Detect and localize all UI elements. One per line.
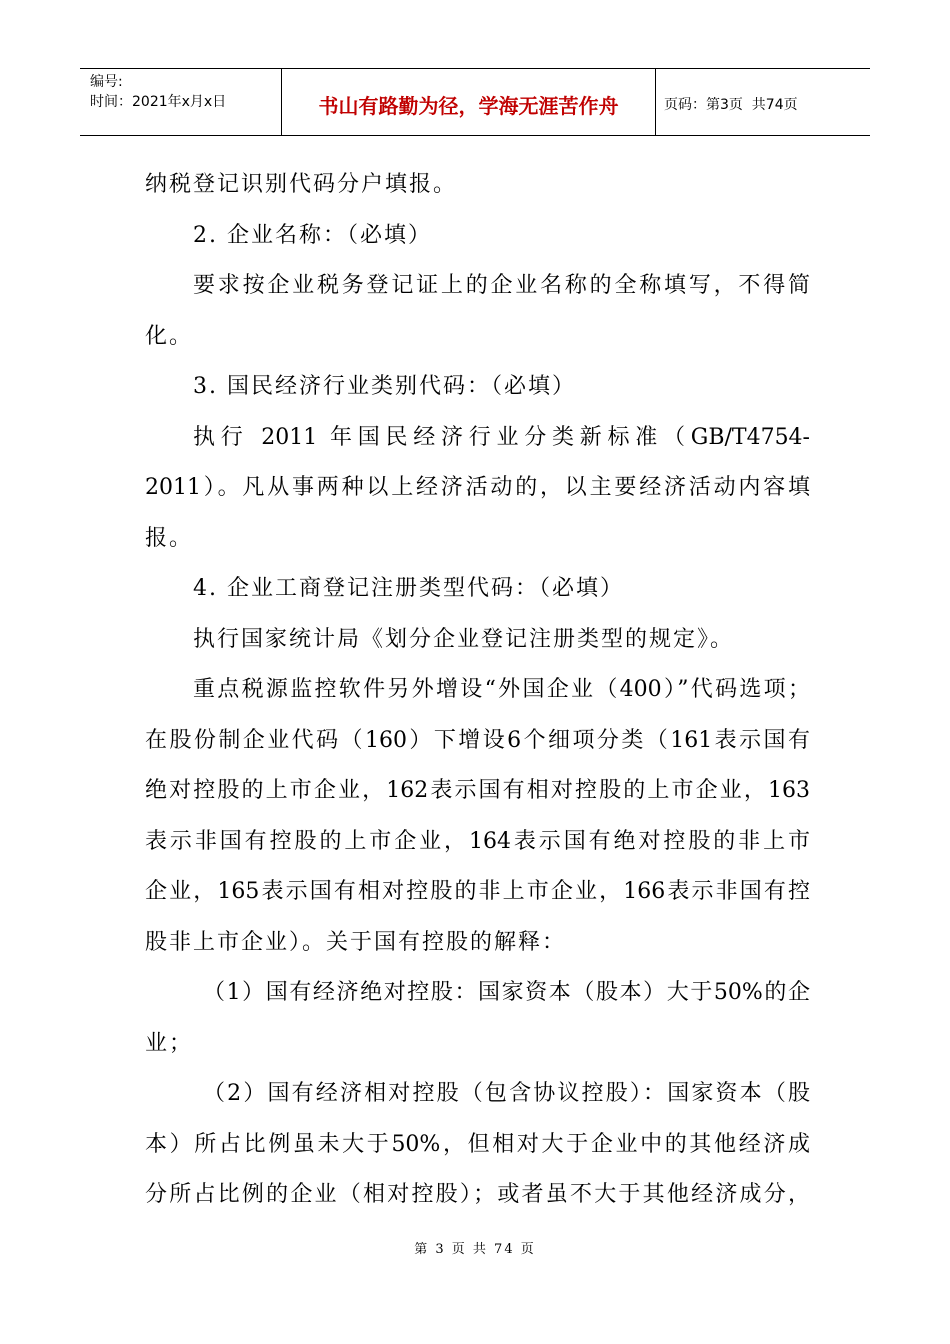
header-page-info: 页码：第3页 共74页 bbox=[664, 97, 798, 113]
header-meta bbox=[80, 69, 282, 135]
body-line: 业； bbox=[145, 1030, 194, 1056]
page-header bbox=[80, 68, 870, 136]
document-body bbox=[145, 160, 810, 1221]
body-line: 重点税源监控软件另外增设“外国企业（400）”代码选项； bbox=[193, 677, 810, 702]
body-line: 分所占比例的企业（相对控股）；或者虽不大于其他经济成分， bbox=[145, 1182, 810, 1207]
body-line: 化。 bbox=[145, 323, 194, 349]
body-line: （2）国有经济相对控股（包含协议控股）：国家资本（股 bbox=[203, 1081, 810, 1106]
document-time: 时间：2021年x月x日 bbox=[90, 94, 227, 110]
body-line: 股非上市企业）。关于国有控股的解释： bbox=[145, 929, 567, 955]
body-line: 要求按企业税务登记证上的企业名称的全称填写，不得简 bbox=[193, 273, 810, 298]
header-motto: 书山有路勤为径，学海无涯苦作舟 bbox=[282, 69, 656, 135]
page-footer: 第 3 页 共 74 页 bbox=[414, 1242, 536, 1257]
section-heading-registration-type: 4. 企业工商登记注册类型代码：（必填） bbox=[193, 576, 624, 601]
body-line: 纳税登记识别代码分户填报。 bbox=[145, 172, 458, 197]
body-line: 报。 bbox=[145, 525, 194, 551]
body-line: 本）所占比例虽未大于50%，但相对大于企业中的其他经济成 bbox=[145, 1131, 810, 1157]
body-line: 执行国家统计局《划分企业登记注册类型的规定》。 bbox=[193, 626, 735, 652]
body-line: 企业，165表示国有相对控股的非上市企业，166表示非国有控 bbox=[145, 879, 810, 904]
body-line: （1）国有经济绝对控股：国家资本（股本）大于50%的企 bbox=[203, 980, 810, 1005]
body-line: 表示非国有控股的上市企业，164表示国有绝对控股的非上市 bbox=[145, 828, 810, 854]
body-line: 绝对控股的上市企业，162表示国有相对控股的上市企业，163 bbox=[145, 778, 810, 803]
body-line: 2011）。凡从事两种以上经济活动的，以主要经济活动内容填 bbox=[145, 475, 810, 500]
document-number-label: 编号: bbox=[90, 74, 123, 90]
section-heading-company-name: 2. 企业名称：（必填） bbox=[193, 222, 432, 248]
body-line: 在股份制企业代码（160）下增设6个细项分类（161表示国有 bbox=[145, 727, 810, 753]
body-line: 执行 2011 年国民经济行业分类新标准（GB/T4754- bbox=[193, 424, 810, 450]
section-heading-industry-code: 3. 国民经济行业类别代码：（必填） bbox=[193, 374, 576, 399]
